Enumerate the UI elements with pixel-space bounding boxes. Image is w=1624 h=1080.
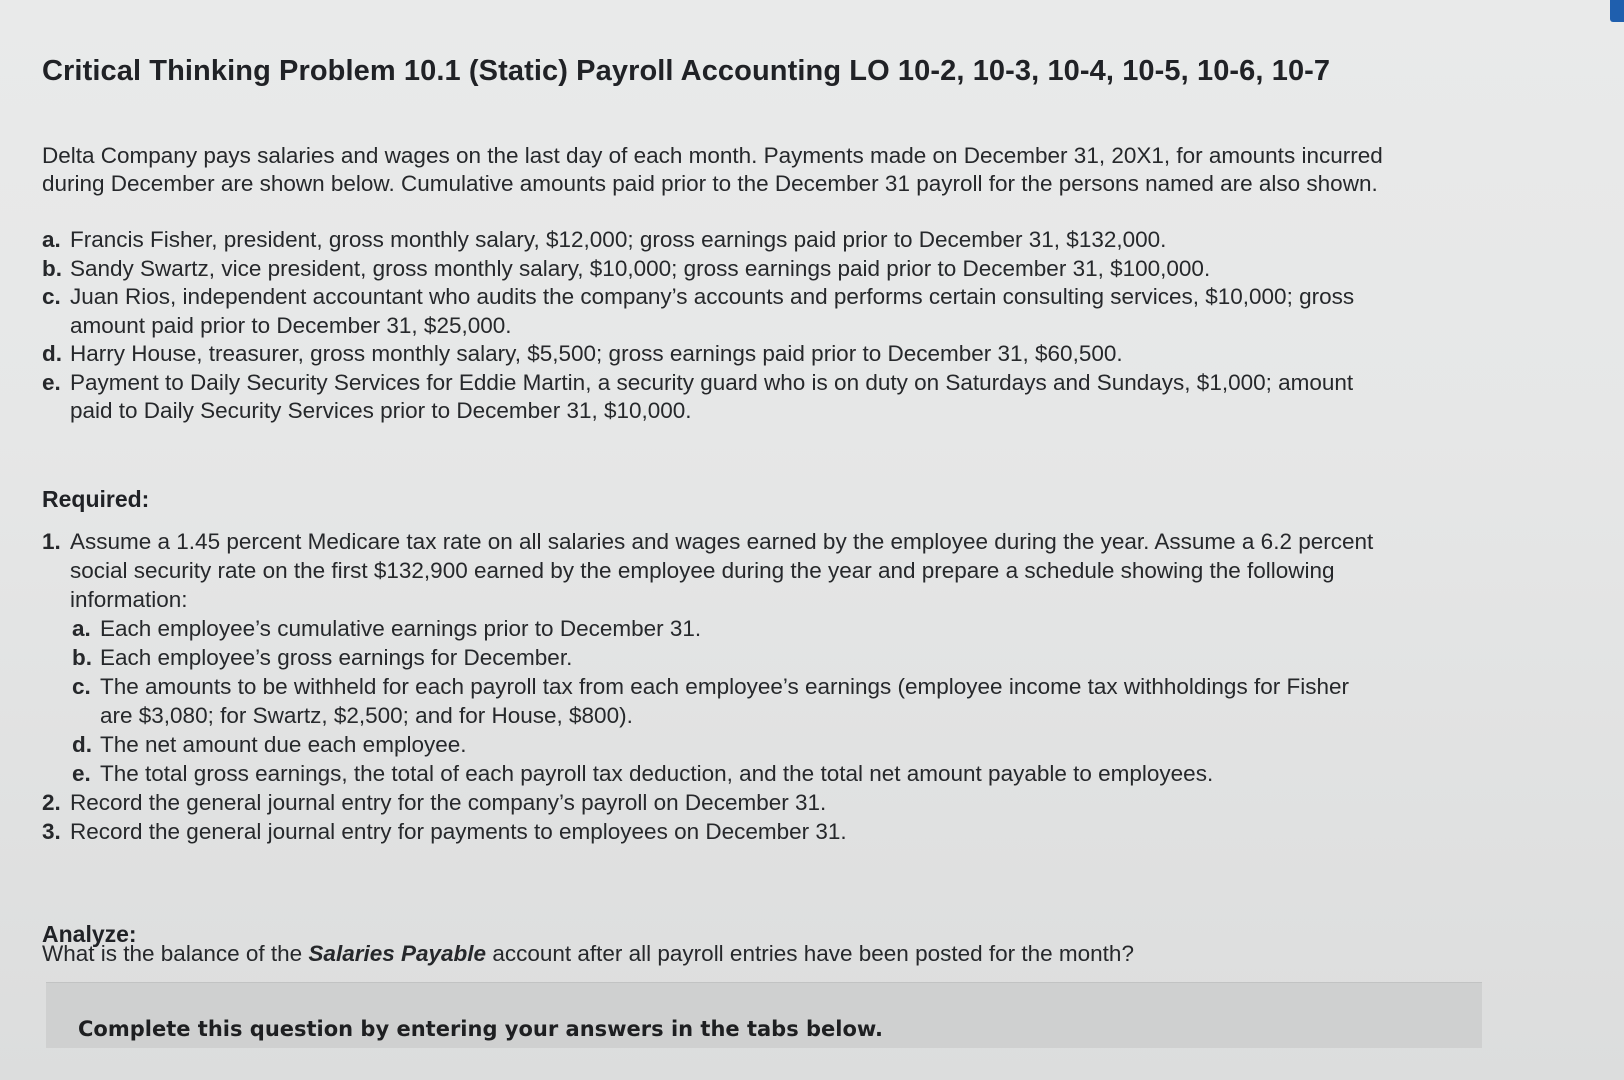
payment-item: [42, 255, 1552, 284]
item-text: Harry House, treasurer, gross monthly salary, $5,500; gross earnings paid prior to December 31, $60,500.: [70, 341, 1123, 366]
tabs-instruction-text: Complete this question by entering your answers in the tabs below.: [78, 1017, 883, 1041]
payment-item: [42, 226, 1552, 255]
required-item: [42, 527, 1562, 556]
required-label: 2.: [42, 790, 61, 815]
payment-item: [42, 369, 1552, 398]
required-text: Record the general journal entry for the company’s payroll on December 31.: [70, 790, 827, 815]
required-list: [42, 527, 1562, 846]
required-subitem: [72, 672, 1562, 701]
corner-indicator: [1610, 0, 1624, 22]
item-label: e.: [42, 369, 61, 395]
subitem-label: b.: [72, 645, 92, 670]
item-text: Juan Rios, independent accountant who audits the company’s accounts and performs certain consulting services, $10,000; gross: [70, 284, 1355, 309]
subitem-text-continued: are $3,080; for Swartz, $2,500; and for House, $800).: [100, 703, 633, 728]
required-subitem: [72, 730, 1562, 759]
item-text-continued: amount paid prior to December 31, $25,000.: [70, 312, 512, 338]
intro-line: Delta Company pays salaries and wages on the last day of each month. Payments made on December 31, 20X1, for amounts incurred: [42, 143, 1383, 168]
required-subitem: [72, 643, 1562, 672]
required-label: 3.: [42, 819, 61, 844]
required-text: Assume a 1.45 percent Medicare tax rate on all salaries and wages earned by the employee during the year. Assume a 6.2 percent: [70, 529, 1374, 554]
required-label: 1.: [42, 529, 61, 554]
analyze-question-start: What is the balance of the: [42, 941, 309, 966]
required-subitems: [42, 614, 1562, 788]
required-subitem: [72, 614, 1562, 643]
problem-intro: [42, 142, 1542, 198]
analyze-heading: Analyze:: [42, 921, 137, 947]
subitem-text: Each employee’s cumulative earnings prior to December 31.: [100, 616, 702, 641]
required-item: [42, 788, 1562, 817]
analyze-question-end: account after all payroll entries have been posted for the month?: [486, 941, 1134, 966]
required-heading: Required:: [42, 486, 150, 512]
tabs-instruction-banner: [46, 982, 1482, 1048]
subitem-label: a.: [72, 616, 91, 641]
payment-items-list: [42, 226, 1552, 426]
intro-line: during December are shown below. Cumulative amounts paid prior to the December 31 payroll for the persons named are also shown.: [42, 171, 1378, 196]
account-name: Salaries Payable: [308, 941, 487, 966]
item-label: c.: [42, 284, 61, 309]
payment-item: [42, 340, 1552, 369]
item-label: a.: [42, 227, 61, 252]
required-subitem: [72, 759, 1562, 788]
subitem-label: e.: [72, 761, 91, 786]
item-label: b.: [42, 255, 62, 281]
analyze-question: [42, 941, 1134, 967]
required-text-continued: social security rate on the first $132,900 earned by the employee during the year and prepare a schedule showing the following: [70, 558, 1335, 583]
required-text-continued: information:: [70, 587, 188, 612]
subitem-label: c.: [72, 674, 91, 699]
item-text: Francis Fisher, president, gross monthly salary, $12,000; gross earnings paid prior to December 31, $132,000.: [70, 227, 1167, 252]
page-title: Critical Thinking Problem 10.1 (Static) Payroll Accounting LO 10-2, 10-3, 10-4, 10-5, 10-6, 10-7: [42, 55, 1331, 87]
subitem-label: d.: [72, 732, 92, 757]
required-text: Record the general journal entry for payments to employees on December 31.: [70, 819, 847, 844]
subitem-text: The amounts to be withheld for each payroll tax from each employee’s earnings (employee income tax withholdings for Fisher: [100, 674, 1349, 699]
item-text-continued: paid to Daily Security Services prior to December 31, $10,000.: [70, 398, 692, 423]
subitem-text: The total gross earnings, the total of each payroll tax deduction, and the total net amount payable to employees.: [100, 761, 1214, 786]
payment-item: [42, 283, 1552, 312]
required-item: [42, 817, 1562, 846]
subitem-text: The net amount due each employee.: [100, 732, 467, 757]
subitem-text: Each employee’s gross earnings for December.: [100, 645, 573, 670]
item-label: d.: [42, 341, 62, 366]
item-text: Payment to Daily Security Services for Eddie Martin, a security guard who is on duty on Saturdays and Sundays, $1,000; amount: [70, 369, 1354, 395]
item-text: Sandy Swartz, vice president, gross monthly salary, $10,000; gross earnings paid prior to December 31, $100,000.: [70, 255, 1211, 281]
